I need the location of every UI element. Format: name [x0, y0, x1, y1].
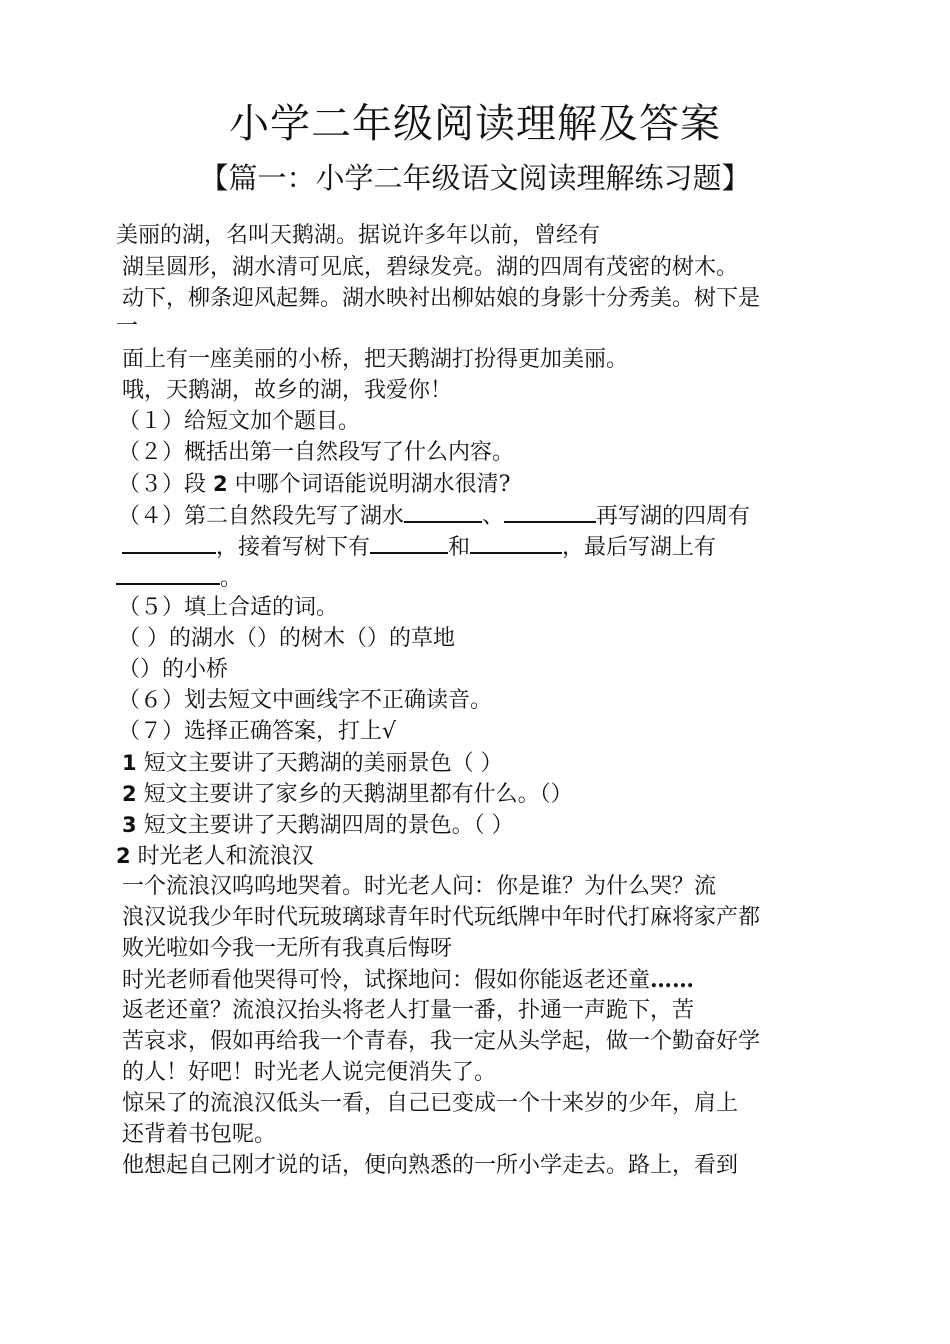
question-3 — [118, 470, 510, 499]
fill-blank — [122, 532, 216, 554]
text-line — [122, 966, 694, 995]
text-line: 面上有一座美丽的小桥，把天鹅湖打扮得更加美丽。 — [122, 347, 629, 372]
text-line: 惊呆了的流浪汉低头一看，自己已变成一个十来岁的少年，肩上 — [122, 1091, 739, 1116]
story-number: 2 — [116, 844, 131, 868]
choice-text: 短文主要讲了家乡的天鹅湖里都有什么。（） — [143, 782, 573, 807]
choice-3 — [122, 811, 514, 840]
question-4-cont — [122, 532, 716, 562]
text-line: 败光啦如今我一无所有我真后悔呀 — [122, 936, 453, 961]
question-4-end — [116, 563, 242, 593]
fill-blank — [116, 563, 220, 585]
ellipsis: …… — [650, 967, 695, 993]
section-heading: 【篇一：小学二年级语文阅读理解练习题】 — [199, 161, 751, 195]
text-line: 动下，柳条迎风起舞。湖水映衬出柳姑娘的身影十分秀美。树下是 — [122, 286, 761, 311]
story-heading — [116, 842, 314, 871]
question-5-line-b: （）的小桥 — [118, 657, 229, 682]
question-4-text: 和 — [448, 535, 471, 560]
text-line: 还背着书包呢。 — [122, 1122, 277, 1147]
question-4-text: 再写湖的四周有 — [596, 504, 751, 529]
fill-blank — [370, 532, 448, 554]
text-line: 哦，天鹅湖，故乡的湖，我爱你！ — [122, 378, 453, 403]
fill-blank — [470, 532, 562, 554]
question-7: （７）选择正确答案，打上√ — [118, 719, 397, 744]
story-title: 时光老人和流浪汉 — [137, 844, 314, 869]
choice-number: 2 — [122, 782, 137, 806]
choice-number: 3 — [122, 813, 137, 837]
choice-text: 短文主要讲了天鹅湖的美丽景色（ ） — [143, 751, 503, 776]
question-5-line-a: （ ）的湖水（）的树木（）的草地 — [118, 626, 455, 651]
text-line: 苦哀求，假如再给我一个青春，我一定从头学起，做一个勤奋好学 — [122, 1029, 761, 1054]
text-line: 一 — [116, 314, 139, 339]
text-line: 返老还童？流浪汉抬头将老人打量一番，扑通一声跪下，苦 — [122, 998, 695, 1023]
text-line: 浪汉说我少年时代玩玻璃球青年时代玩纸牌中年时代打麻将家产都 — [122, 905, 761, 930]
question-5: （５）填上合适的词。 — [118, 595, 339, 620]
question-4-period: 。 — [220, 566, 243, 591]
question-4-text: ，接着写树下有 — [216, 535, 371, 560]
choice-number: 1 — [122, 751, 137, 775]
fill-blank — [504, 501, 596, 523]
text-segment: 时光老师看他哭得可怜，试探地问：假如你能返老还童 — [122, 968, 651, 993]
choice-2 — [122, 780, 573, 809]
fill-blank — [404, 501, 482, 523]
question-3-text-a: （３）段 — [118, 472, 207, 497]
text-line: 的人！好吧！时光老人说完便消失了。 — [122, 1060, 497, 1085]
paragraph-number: 2 — [213, 472, 228, 496]
text-line: 一个流浪汉呜呜地哭着。时光老人问：你是谁？为什么哭？流 — [122, 874, 717, 899]
text-line: 他想起自己刚才说的话，便向熟悉的一所小学走去。路上，看到 — [122, 1153, 739, 1178]
question-4-sep: 、 — [482, 504, 505, 529]
document-title: 小学二年级阅读理解及答案 — [229, 101, 721, 147]
question-4-text: ，最后写湖上有 — [562, 535, 717, 560]
choice-1 — [122, 749, 503, 778]
question-2: （２）概括出第一自然段写了什么内容。 — [118, 440, 515, 465]
question-4 — [118, 501, 750, 531]
text-line: 美丽的湖，名叫天鹅湖。据说许多年以前，曾经有 — [116, 223, 601, 248]
question-6: （６）划去短文中画线字不正确读音。 — [118, 688, 493, 713]
text-line: 湖呈圆形，湖水清可见底，碧绿发亮。湖的四周有茂密的树木。 — [122, 255, 739, 280]
question-4-text: （４）第二自然段先写了湖水 — [118, 504, 405, 529]
choice-text: 短文主要讲了天鹅湖四周的景色。（ ） — [143, 813, 514, 838]
question-1: （１）给短文加个题目。 — [118, 409, 361, 434]
question-3-text-b: 中哪个词语能说明湖水很清? — [234, 472, 511, 497]
